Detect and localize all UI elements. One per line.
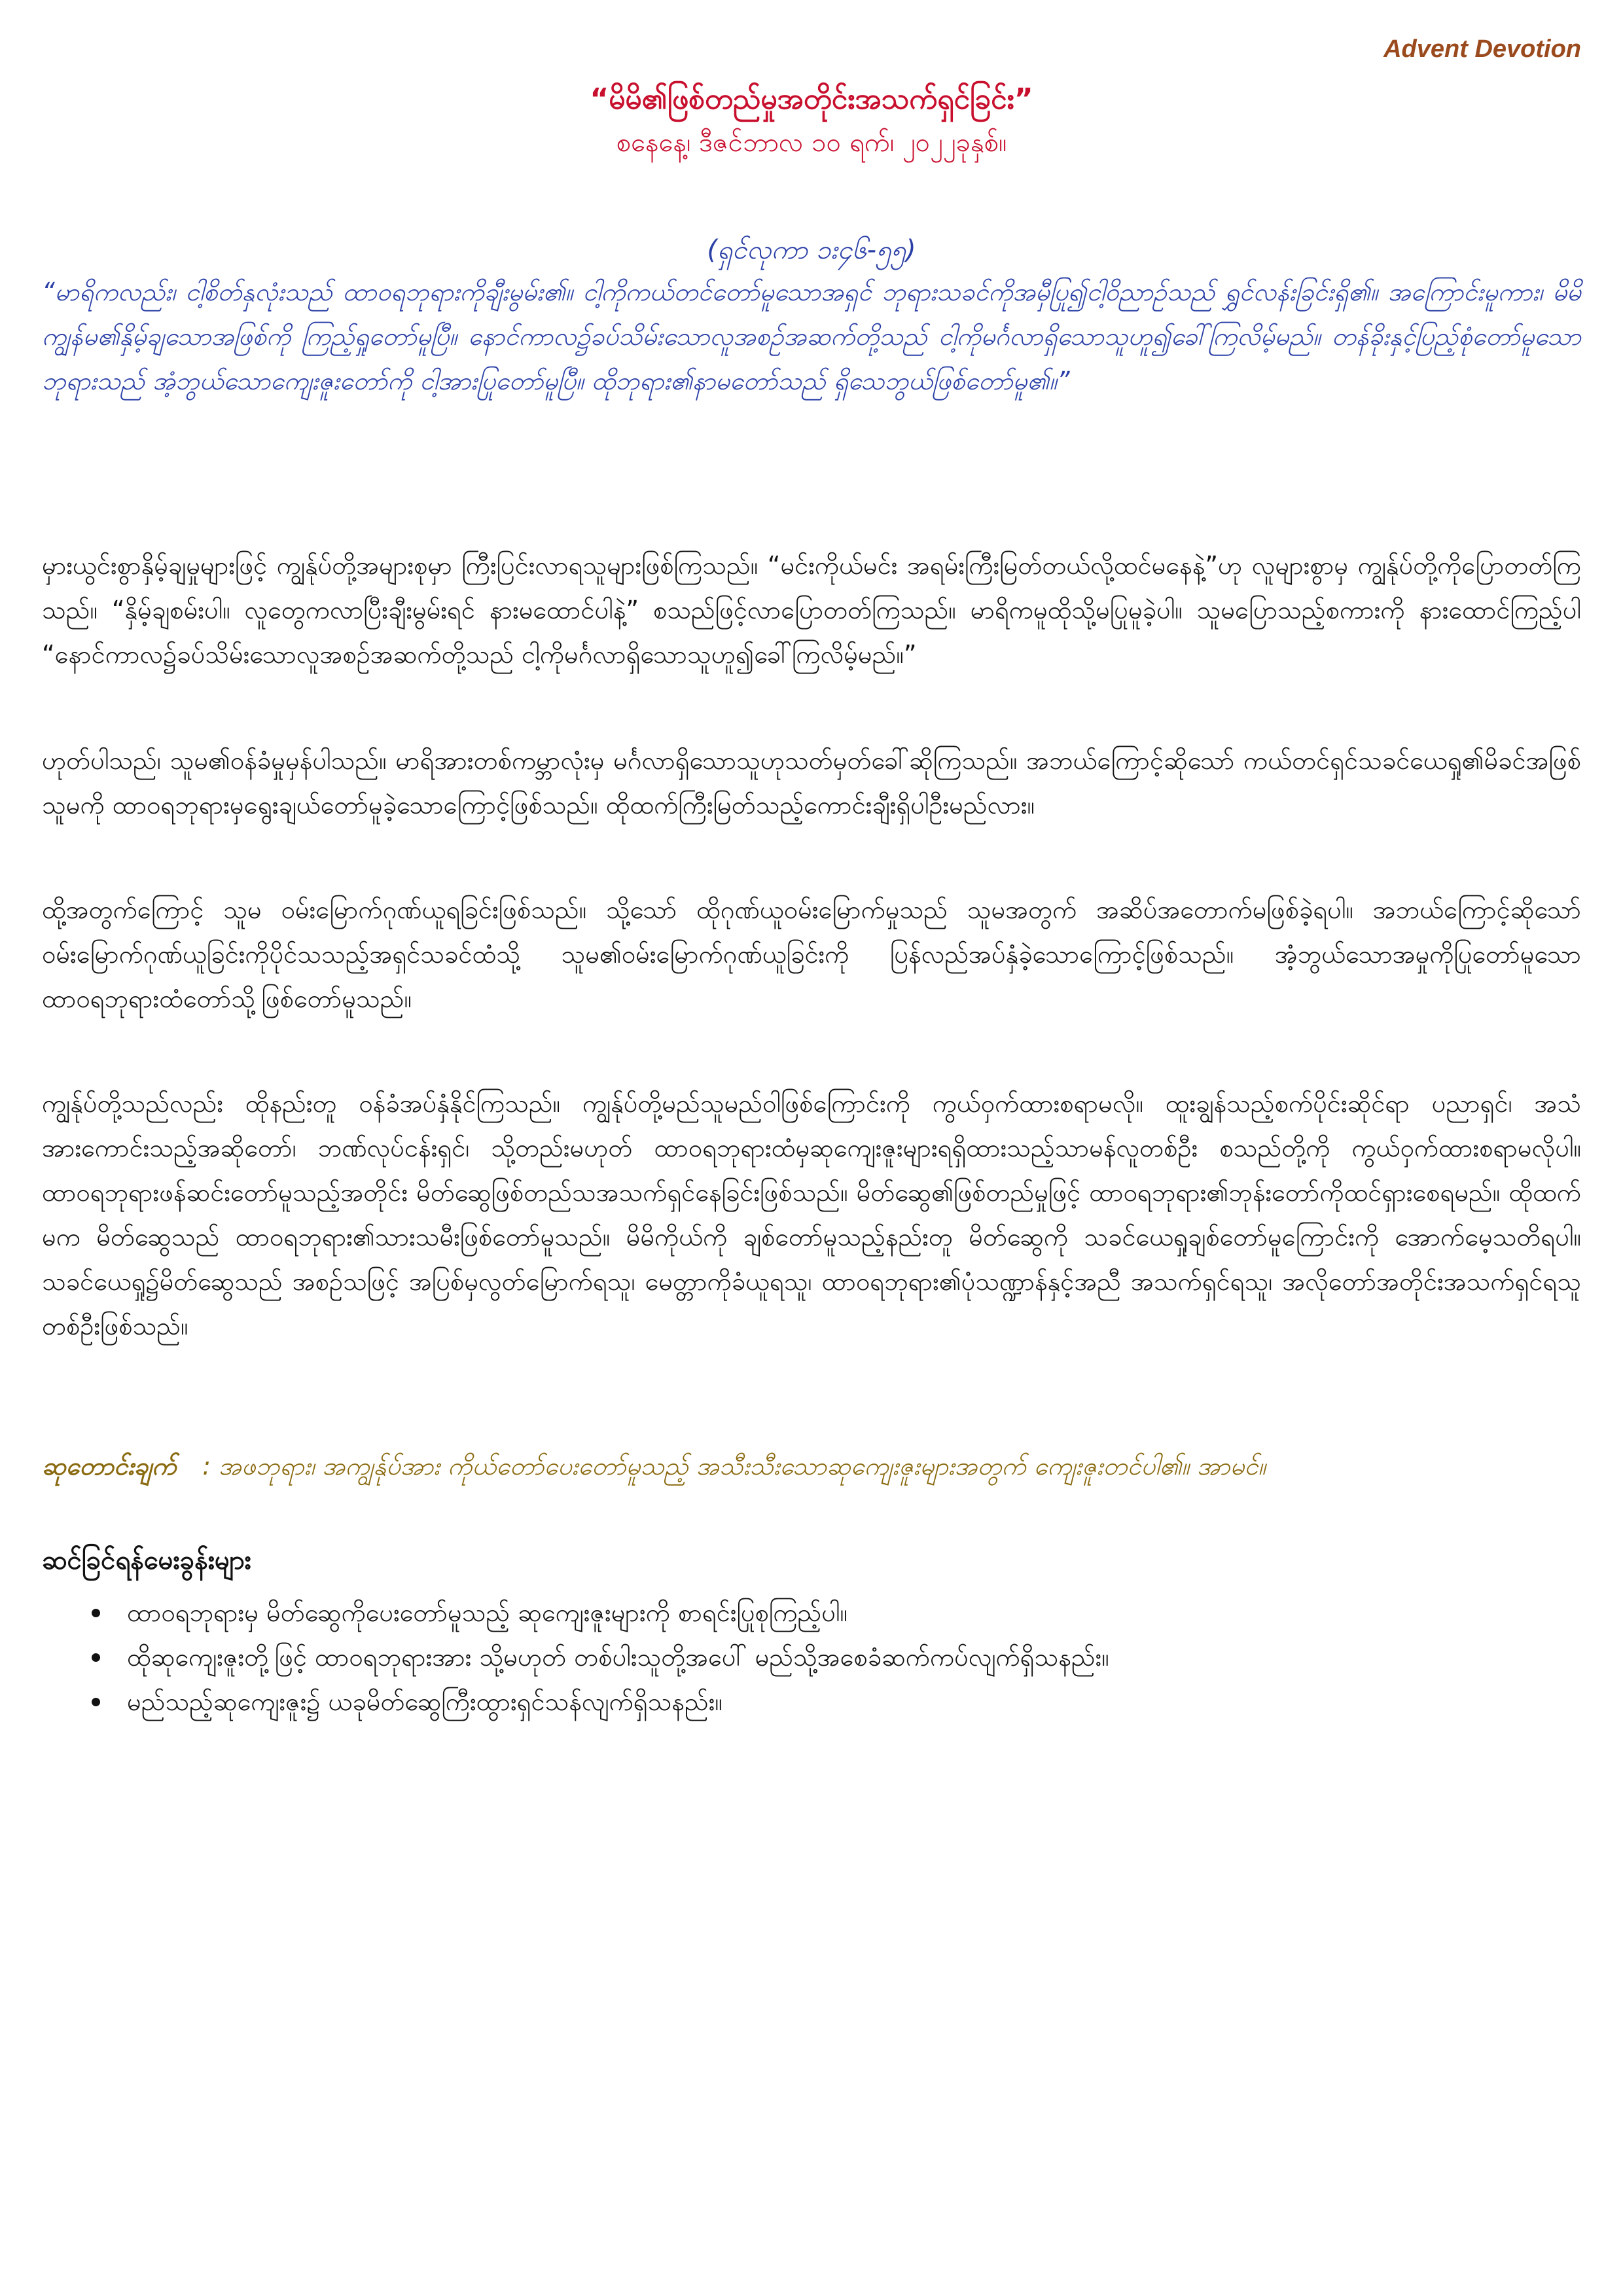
body-paragraph: မှားယွင်းစွာနှိမ့်ချမှုများဖြင့် ကျွန်ုပ်တို့အများစုမှာ ကြီးပြင်းလာရသူများဖြစ်ကြသည်။ “မင်းကိုယ်မင်း အရမ်းကြီးမြတ်တယ်လို့ထင်မနေနဲ့”ဟု လူများစွာမှ ကျွန်ုပ်တို့ကိုပြောတတ်ကြသည်။ “နှိမ့်ချစမ်းပါ။ လူတွေကလာပြီးချီးမွမ်းရင် နားမထောင်ပါနဲ့” စသည်ဖြင့်လာပြောတတ်ကြသည်။ မာရိကမူထိုသို့မပြုမူခဲ့ပါ။ သူမပြောသည့်စကားကို နားထောင်ကြည့်ပါ “နောင်ကာလ၌ခပ်သိမ်းသောလူအစဉ်အဆက်တို့သည် ငါ့ကိုမင်္ဂလာရှိသောသူဟူ၍ခေါ်ကြလိမ့်မည်။” <box>42 551 1581 669</box>
prayer-line <box>42 1444 1581 1488</box>
prayer-label: ဆုတောင်းချက် <box>42 1452 177 1480</box>
scripture-reference: (ရှင်လုကာ ၁း၄၆-၅၅) <box>707 235 916 265</box>
question-item <box>42 1635 1581 1679</box>
question-text: မည်သည့်ဆုကျေးဇူး၌ ယခုမိတ်ဆွေကြီးထွားရှင်သန်လျက်ရှိသနည်း။ <box>127 1687 722 1716</box>
questions-heading: ဆင်ခြင်ရန်မေးခွန်းများ <box>42 1545 251 1575</box>
questions-list <box>42 1590 1581 1724</box>
question-item <box>42 1590 1581 1635</box>
question-item <box>42 1679 1581 1724</box>
page-title: “မိမိ၏ဖြစ်တည်မှုအတိုင်းအသက်ရှင်ခြင်း” <box>590 82 1033 116</box>
body-paragraph: ထို့အတွက်ကြောင့် သူမ ဝမ်းမြောက်ဂုဏ်ယူရခြင်းဖြစ်သည်။ သို့သော် ထိုဂုဏ်ယူဝမ်းမြောက်မှုသည် သူမအတွက် အဆိပ်အတောက်မဖြစ်ခဲ့ရပါ။ အဘယ်ကြောင့်ဆိုသော် ဝမ်းမြောက်ဂုဏ်ယူခြင်းကိုပိုင်သသည့်အရှင်သခင်ထံသို့ သူမ၏ဝမ်းမြောက်ဂုဏ်ယူခြင်းကို ပြန်လည်အပ်နှံခဲ့သောကြောင့်ဖြစ်သည်။ အံ့ဘွယ်သောအမှုကိုပြုတော်မူသော ထာဝရဘုရားထံတော်သို့ဖြစ်တော်မူသည်။ <box>42 895 1581 1013</box>
body-paragraph: ဟုတ်ပါသည်၊ သူမ၏ဝန်ခံမှုမှန်ပါသည်။ မာရိအားတစ်ကမ္ဘာလုံးမှ မင်္ဂလာရှိသောသူဟုသတ်မှတ်ခေါ်ဆိုကြသည်။ အဘယ်ကြောင့်ဆိုသော် ကယ်တင်ရှင်သခင်ယေရှု၏မိခင်အဖြစ်သူမကို ထာဝရဘုရားမှရွေးချယ်တော်မူခဲ့သောကြောင့်ဖြစ်သည်။ ထိုထက်ကြီးမြတ်သည့်ကောင်းချီးရှိပါဦးမည်လား။ <box>42 746 1581 819</box>
header-tag: Advent Devotion <box>1383 35 1581 63</box>
date-line: စနေနေ့၊ ဒီဇင်ဘာလ ၁၀ ရက်၊ ၂၀၂၂ခုနှစ်။ <box>616 128 1007 158</box>
scripture-text: “မာရိကလည်း၊ ငါ့စိတ်နှလုံးသည် ထာဝရဘုရားကိုချီးမွမ်း၏။ ငါ့ကိုကယ်တင်တော်မူသောအရှင် ဘုရားသခင်ကိုအမှီပြု၍ငါ့ဝိညာဉ်သည် ရွှင်လန်းခြင်းရှိ၏။ အကြောင်းမူကား၊ မိမိကျွန်မ၏နှိမ့်ချသောအဖြစ်ကို ကြည့်ရှုတော်မူပြီ။ နောင်ကာလ၌ခပ်သိမ်းသောလူအစဉ်အဆက်တို့သည် ငါ့ကိုမင်္ဂလာရှိသောသူဟူ၍ခေါ်ကြလိမ့်မည်။ တန်ခိုးနှင့်ပြည့်စုံတော်မူသောဘုရားသည် အံ့ဘွယ်သောကျေးဇူးတော်ကို ငါ့အားပြုတော်မူပြီ။ ထိုဘုရား၏နာမတော်သည် ရှိသေဘွယ်ဖြစ်တော်မူ၏။” <box>42 278 1581 395</box>
body-paragraph: ကျွန်ုပ်တို့သည်လည်း ထိုနည်းတူ ဝန်ခံအပ်နှံနိုင်ကြသည်။ ကျွန်ုပ်တို့မည်သူမည်ဝါဖြစ်ကြောင်းကို ကွယ်ဝှက်ထားစရာမလို။ ထူးချွန်သည့်စက်ပိုင်းဆိုင်ရာ ပညာရှင်၊ အသံအားကောင်းသည့်အဆိုတော်၊ ဘဏ်လုပ်ငန်းရှင်၊ သို့တည်းမဟုတ် ထာဝရဘုရားထံမှဆုကျေးဇူးများရရှိထားသည့်သာမန်လူတစ်ဦး စသည်တို့ကို ကွယ်ဝှက်ထားစရာမလိုပါ။ ထာဝရဘုရားဖန်ဆင်းတော်မူသည့်အတိုင်း မိတ်ဆွေဖြစ်တည်သအသက်ရှင်နေခြင်းဖြစ်သည်။ မိတ်ဆွေ၏ဖြစ်တည်မှုဖြင့် ထာဝရဘုရား၏ဘုန်းတော်ကိုထင်ရှားစေရမည်။ ထိုထက်မက မိတ်ဆွေသည် ထာဝရဘုရား၏သားသမီးဖြစ်တော်မူသည်။ မိမိကိုယ်ကို ချစ်တော်မူသည့်နည်းတူ မိတ်ဆွေကို သခင်ယေရှုချစ်တော်မူကြောင်းကို အောက်မေ့သတိရပါ။ သခင်ယေရှု၌မိတ်ဆွေသည် အစဉ်သဖြင့် အပြစ်မှလွတ်မြောက်ရသူ၊ မေတ္တာကိုခံယူရသူ၊ ထာဝရဘုရား၏ပုံသဏ္ဍာန်နှင့်အညီ အသက်ရှင်ရသူ၊ အလိုတော်အတိုင်းအသက်ရှင်ရသူ တစ်ဦးဖြစ်သည်။ <box>42 1089 1581 1340</box>
question-text: ထိုဆုကျေးဇူးတို့ဖြင့် ထာဝရဘုရားအား သို့မဟုတ် တစ်ပါးသူတို့အပေါ် မည်သို့အစေခံဆက်ကပ်လျက်ရှိသနည်း။ <box>127 1643 1109 1672</box>
bullet-icon <box>92 1698 100 1706</box>
question-text: ထာဝရဘုရားမှ မိတ်ဆွေကိုပေးတော်မူသည့် ဆုကျေးဇူးများကို စာရင်းပြုစုကြည့်ပါ။ <box>127 1598 847 1627</box>
bullet-icon <box>92 1653 100 1662</box>
prayer-text: : အဖဘုရား၊ အကျွန်ုပ်အား ကိုယ်တော်ပေးတော်မူသည့် အသီးသီးသောဆုကျေးဇူးများအတွက် ကျေးဇူးတင်ပါ၏။ အာမင်။ <box>202 1452 1266 1480</box>
bullet-icon <box>92 1609 100 1617</box>
